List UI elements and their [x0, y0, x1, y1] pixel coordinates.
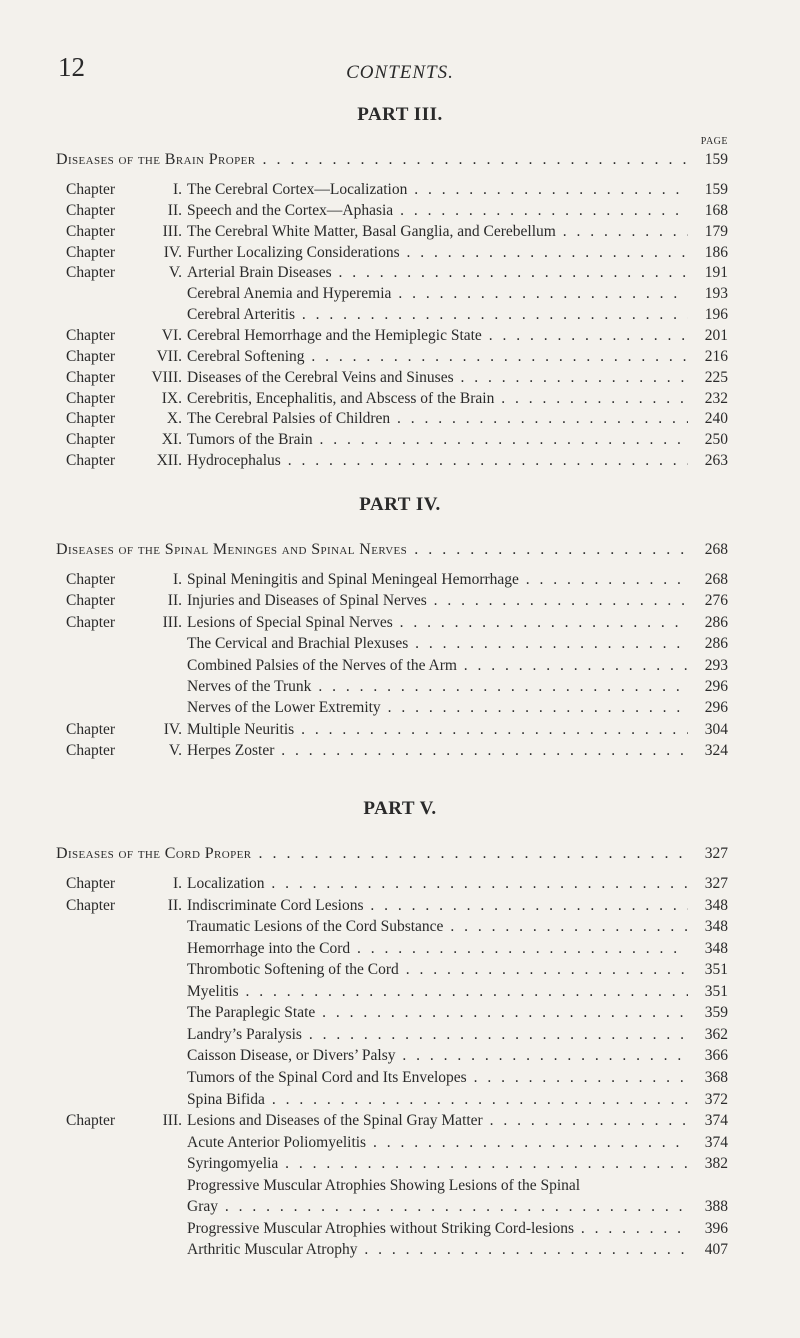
part-title: PART III. [357, 104, 443, 125]
entry-page: 159 [688, 179, 728, 201]
chapter-numeral: II. [167, 592, 182, 610]
chapter-numeral: VIII. [151, 368, 182, 386]
toc-entry [56, 1002, 728, 1024]
entry-page: 201 [688, 325, 728, 347]
section-row [56, 539, 728, 561]
toc-entry [56, 179, 728, 201]
chapter-label: Chapter [66, 201, 116, 219]
toc-entry [56, 1239, 728, 1261]
chapter-label: Chapter [66, 592, 116, 610]
entry-title: Lesions and Diseases of the Spinal Gray Matter . . . [187, 1110, 688, 1132]
toc-entry [56, 938, 728, 960]
section-title: Diseases of the Cord Proper . . . [56, 843, 688, 865]
entry-page: 216 [688, 346, 728, 368]
toc-entry [56, 304, 728, 326]
toc-entry [56, 1110, 728, 1132]
entry-title: Traumatic Lesions of the Cord Substance . . . [187, 916, 688, 938]
entry-title: Tumors of the Spinal Cord and Its Envelopes . . . [187, 1067, 688, 1089]
section-title: Diseases of the Spinal Meninges and Spinal Nerves . . . [56, 539, 688, 561]
entry-page: 374 [688, 1132, 728, 1154]
entry-title: Progressive Muscular Atrophies Showing Lesions of the Spinal [187, 1176, 581, 1194]
toc-entry [56, 325, 728, 347]
entry-title: Cerebral Softening . . . [187, 346, 688, 368]
chapter-numeral: I. [172, 875, 182, 892]
entry-title: Tumors of the Brain . . . [187, 429, 688, 451]
entry-page: 407 [688, 1239, 728, 1261]
chapter-numeral: XI. [161, 431, 182, 449]
toc-entry [56, 895, 728, 917]
entry-page: 388 [688, 1196, 728, 1218]
chapter-label: Chapter [66, 264, 116, 282]
toc-entry [56, 1175, 728, 1197]
entry-title: Hydrocephalus . . . [187, 450, 688, 472]
chapter-label: Chapter [66, 368, 116, 386]
toc-entry [56, 1132, 728, 1154]
entry-title: Landry’s Paralysis . . . [187, 1024, 688, 1046]
chapter-numeral: III. [162, 1112, 182, 1130]
page-column-label: PAGE [700, 136, 728, 147]
chapter-label: Chapter [66, 452, 116, 470]
part-title: PART IV. [359, 494, 441, 515]
entry-page: 324 [688, 740, 728, 762]
entry-title: Cerebral Hemorrhage and the Hemiplegic State . . . [187, 325, 688, 347]
entry-title: Spinal Meningitis and Spinal Meningeal Hemorrhage . . . [187, 569, 688, 591]
entry-page: 191 [688, 262, 728, 284]
chapter-numeral: XII. [156, 452, 182, 470]
toc-entry [56, 388, 728, 410]
entry-page: 327 [688, 873, 728, 895]
toc-entry [56, 740, 728, 762]
chapter-label: Chapter [66, 243, 116, 261]
chapter-numeral: V. [168, 742, 182, 760]
entry-page: 268 [688, 569, 728, 591]
section-page: 327 [688, 843, 728, 865]
entry-page: 304 [688, 719, 728, 741]
entry-title: Nerves of the Trunk . . . [187, 676, 688, 698]
entry-page: 232 [688, 388, 728, 410]
toc-entry [56, 242, 728, 264]
chapter-numeral: IX. [161, 389, 182, 407]
toc-entry [56, 569, 728, 591]
chapter-label: Chapter [66, 875, 116, 892]
entry-page: 368 [688, 1067, 728, 1089]
section-page: 268 [688, 539, 728, 561]
toc-entry [56, 676, 728, 698]
entry-title: Further Localizing Considerations . . . [187, 242, 688, 264]
section-row [56, 843, 728, 865]
toc-entry [56, 200, 728, 222]
entry-title: Injuries and Diseases of Spinal Nerves . . . [187, 590, 688, 612]
chapter-label: Chapter [66, 720, 116, 738]
toc-entry [56, 367, 728, 389]
entry-page: 193 [688, 283, 728, 305]
entry-title: Speech and the Cortex—Aphasia . . . [187, 200, 688, 222]
entry-title: Cerebritis, Encephalitis, and Abscess of the Brain . . . [187, 388, 688, 410]
chapter-numeral: IV. [163, 720, 182, 738]
toc-entry [56, 1218, 728, 1240]
entry-page: 362 [688, 1024, 728, 1046]
entry-title: Spina Bifida . . . [187, 1089, 688, 1111]
chapter-label: Chapter [66, 1112, 116, 1130]
chapter-numeral: II. [167, 896, 182, 914]
entry-title: Syringomyelia . . . [187, 1153, 688, 1175]
chapter-numeral: III. [162, 222, 182, 240]
entry-page: 196 [688, 304, 728, 326]
chapter-numeral: VII. [156, 347, 182, 365]
entry-page: 372 [688, 1089, 728, 1111]
entry-page: 348 [688, 895, 728, 917]
entry-title: Hemorrhage into the Cord . . . [187, 938, 688, 960]
entry-title: Lesions of Special Spinal Nerves . . . [187, 612, 688, 634]
chapter-label: Chapter [66, 326, 116, 344]
chapter-numeral: II. [167, 201, 182, 219]
toc-entry [56, 262, 728, 284]
entry-title: Herpes Zoster . . . [187, 740, 688, 762]
toc-entry [56, 346, 728, 368]
toc-entry [56, 959, 728, 981]
chapter-label: Chapter [66, 347, 116, 365]
entry-page: 240 [688, 408, 728, 430]
section-title: Diseases of the Brain Proper . . . [56, 149, 688, 171]
entry-title: Nerves of the Lower Extremity . . . [187, 697, 688, 719]
entry-page: 382 [688, 1153, 728, 1175]
chapter-label: Chapter [66, 613, 116, 631]
toc-entry [56, 719, 728, 741]
toc-entry [56, 1089, 728, 1111]
toc-entry [56, 450, 728, 472]
entry-title: The Cerebral White Matter, Basal Ganglia, and Cerebellum . . . [187, 221, 688, 243]
toc-entry [56, 590, 728, 612]
page-number: 12 [58, 52, 85, 82]
entry-page: 276 [688, 590, 728, 612]
entry-title: Gray . . . [187, 1196, 688, 1218]
entry-page: 366 [688, 1045, 728, 1067]
toc-entry [56, 429, 728, 451]
toc-entry [56, 1196, 728, 1218]
entry-title: Localization . . . [187, 873, 688, 895]
entry-page: 186 [688, 242, 728, 264]
entry-title: Diseases of the Cerebral Veins and Sinuses . . . [187, 367, 688, 389]
entry-title: Cerebral Arteritis . . . [187, 304, 688, 326]
entry-page: 250 [688, 429, 728, 451]
toc-entry [56, 283, 728, 305]
entry-page: 351 [688, 959, 728, 981]
toc-entry [56, 873, 728, 895]
entry-page: 168 [688, 200, 728, 222]
toc-entry [56, 655, 728, 677]
entry-title: The Cerebral Cortex—Localization . . . [187, 179, 688, 201]
chapter-label: Chapter [66, 742, 116, 760]
entry-page: 225 [688, 367, 728, 389]
entry-title: Acute Anterior Poliomyelitis . . . [187, 1132, 688, 1154]
toc-entry [56, 1067, 728, 1089]
toc-entry [56, 1024, 728, 1046]
chapter-numeral: VI. [161, 326, 182, 344]
entry-page: 293 [688, 655, 728, 677]
chapter-numeral: I. [172, 181, 182, 198]
chapter-numeral: III. [162, 613, 182, 631]
entry-title: Arthritic Muscular Atrophy . . . [187, 1239, 688, 1261]
toc-entry [56, 916, 728, 938]
entry-title: Combined Palsies of the Nerves of the Arm . . . [187, 655, 688, 677]
toc-entry [56, 408, 728, 430]
chapter-numeral: IV. [163, 243, 182, 261]
chapter-numeral: V. [168, 264, 182, 282]
chapter-label: Chapter [66, 431, 116, 449]
entry-page: 286 [688, 633, 728, 655]
entry-page: 351 [688, 981, 728, 1003]
entry-page: 396 [688, 1218, 728, 1240]
toc-entry [56, 981, 728, 1003]
entry-page: 348 [688, 916, 728, 938]
running-head: CONTENTS. [346, 62, 454, 83]
chapter-label: Chapter [66, 896, 116, 914]
toc-entry [56, 633, 728, 655]
entry-page: 263 [688, 450, 728, 472]
entry-page: 286 [688, 612, 728, 634]
entry-title: Indiscriminate Cord Lesions . . . [187, 895, 688, 917]
toc-entry [56, 697, 728, 719]
entry-page: 179 [688, 221, 728, 243]
toc-entry [56, 1153, 728, 1175]
chapter-numeral: I. [172, 571, 182, 588]
entry-page: 374 [688, 1110, 728, 1132]
toc-entry [56, 1045, 728, 1067]
entry-title: Myelitis . . . [187, 981, 688, 1003]
entry-title: The Cervical and Brachial Plexuses . . . [187, 633, 688, 655]
toc-entry [56, 221, 728, 243]
entry-title: Multiple Neuritis . . . [187, 719, 688, 741]
entry-page: 348 [688, 938, 728, 960]
entry-title: The Paraplegic State . . . [187, 1002, 688, 1024]
chapter-label: Chapter [66, 181, 116, 198]
section-page: 159 [688, 149, 728, 171]
entry-title: Cerebral Anemia and Hyperemia . . . [187, 283, 688, 305]
toc-entry [56, 612, 728, 634]
chapter-label: Chapter [66, 571, 116, 588]
part-title: PART V. [363, 798, 437, 819]
entry-page: 359 [688, 1002, 728, 1024]
entry-title: Progressive Muscular Atrophies without Striking Cord-lesions . . . [187, 1218, 688, 1240]
chapter-label: Chapter [66, 222, 116, 240]
chapter-label: Chapter [66, 410, 116, 428]
entry-page: 296 [688, 697, 728, 719]
section-row [56, 149, 728, 171]
entry-title: Thrombotic Softening of the Cord . . . [187, 959, 688, 981]
entry-title: The Cerebral Palsies of Children . . . [187, 408, 688, 430]
entry-page: 296 [688, 676, 728, 698]
entry-title: Caisson Disease, or Divers’ Palsy . . . [187, 1045, 688, 1067]
chapter-numeral: X. [166, 410, 182, 428]
entry-title: Arterial Brain Diseases . . . [187, 262, 688, 284]
chapter-label: Chapter [66, 389, 116, 407]
